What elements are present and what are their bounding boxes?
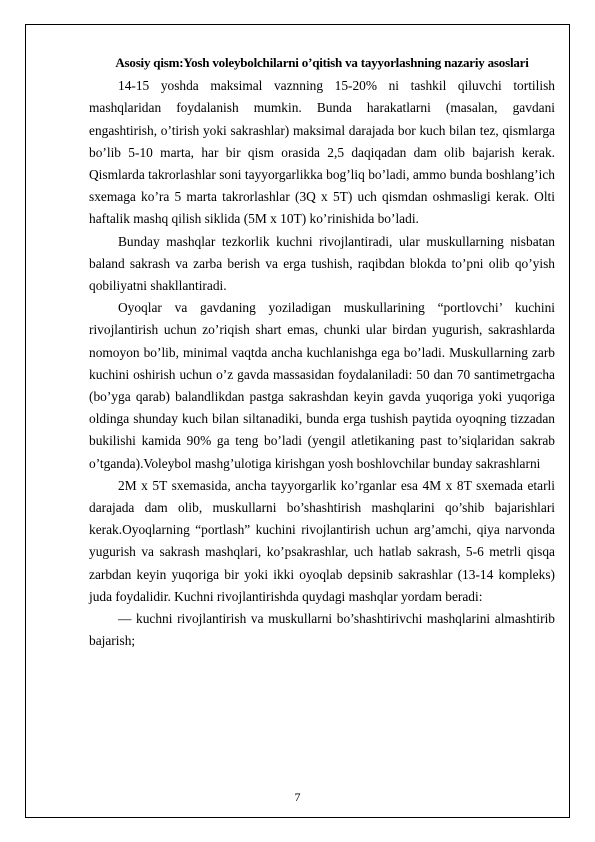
paragraph-1: 14-15 yoshda maksimal vaznning 15-20% ni tashkil qiluvchi tortilish mashqlaridan foydalanish mumkin. Bunda harakatlarni (masalan, gavdani engashtirish, o’tirish yoki sakrashlar) maksimal darajada bor kuch bilan tez, qismlarga bo’lib 5-10 marta, har bir qism orasida 2,5 daqiqadan dam olib bajarish kerak. Qismlarda takrorlashlar soni tayyorgarlikka bog’liq bo’ladi, ammo bunda boshlang’ich sxemaga ko’ra 5 marta takrorlashlar (3Q x 5T) uch qismdan oshmasligi kerak. Olti haftalik mashq qilish siklida (5M x 10T) ko’rinishida bo’ladi. xyxy=(89,78,555,227)
paragraph-4: 2M x 5T sxemasida, ancha tayyorgarlik ko’rganlar esa 4M x 8T sxemada etarli darajada dam olib, muskullarni bo’shashtirish mashqlarini qo’shib bajarishlari kerak.Oyoqlarning “portlash” kuchini rivojlantirish uchun arg’amchi, qiya narvonda yugurish va sakrash mashqlari, ko’psakrashlar, uch hatlab sakrash, 5-6 metrli qisqa zarbdan keyin yuqoriga bir yoki ikki oyoqlab depsinib sakrashlar (13-14 kompleks) juda foydalidir. Kuchni rivojlantirishda quydagi mashqlar yordam beradi: xyxy=(89,477,555,604)
paragraph-2: Bunday mashqlar tezkorlik kuchni rivojlantiradi, ular muskullarning nisbatan baland sakrash va zarba berish va erga tushish, raqibdan blokda to’pni olib qo’yish qobiliyatni shakllantiradi. xyxy=(89,233,555,294)
paragraph-3: Oyoqlar va gavdaning yoziladigan muskullarining “portlovchi’ kuchini rivojlantirish uchun zo’riqish shart emas, chunki ular birdan yugurish, sakrashlarda nomoyon bo’lib, minimal vaqtda ancha kuchlanishga ega bo’ladi. Muskullarning zarb kuchini oshirish uchun o’z gavda massasidan foydalaniladi: 50 dan 70 santimetrgacha (bo’yga qarab) balandlikdan pastga sakrashdan keyin gavda yuqoriga yoki yuqoriga oldinga shunday kuch bilan siltanadiki, bunda erga tushish paytida oyoqning tizzadan bukilishi kamida 90% ga teng bo’ladi (yengil atletikaning past to’siqlaridan sakrab o’tganda).Voleybol mashg’ulotiga kirishgan yosh boshlovchilar bunday sakrashlarni xyxy=(89,300,555,471)
document-body xyxy=(89,52,555,652)
section-heading: Asosiy qism:Yosh voleybolchilarni o’qitish va tayyorlashning nazariy asoslari xyxy=(115,55,529,70)
page-number: 7 xyxy=(294,790,301,804)
paragraph-5: — kuchni rivojlantirish va muskullarni bo’shashtirivchi mashqlarini almashtirib bajarish; xyxy=(89,611,555,649)
